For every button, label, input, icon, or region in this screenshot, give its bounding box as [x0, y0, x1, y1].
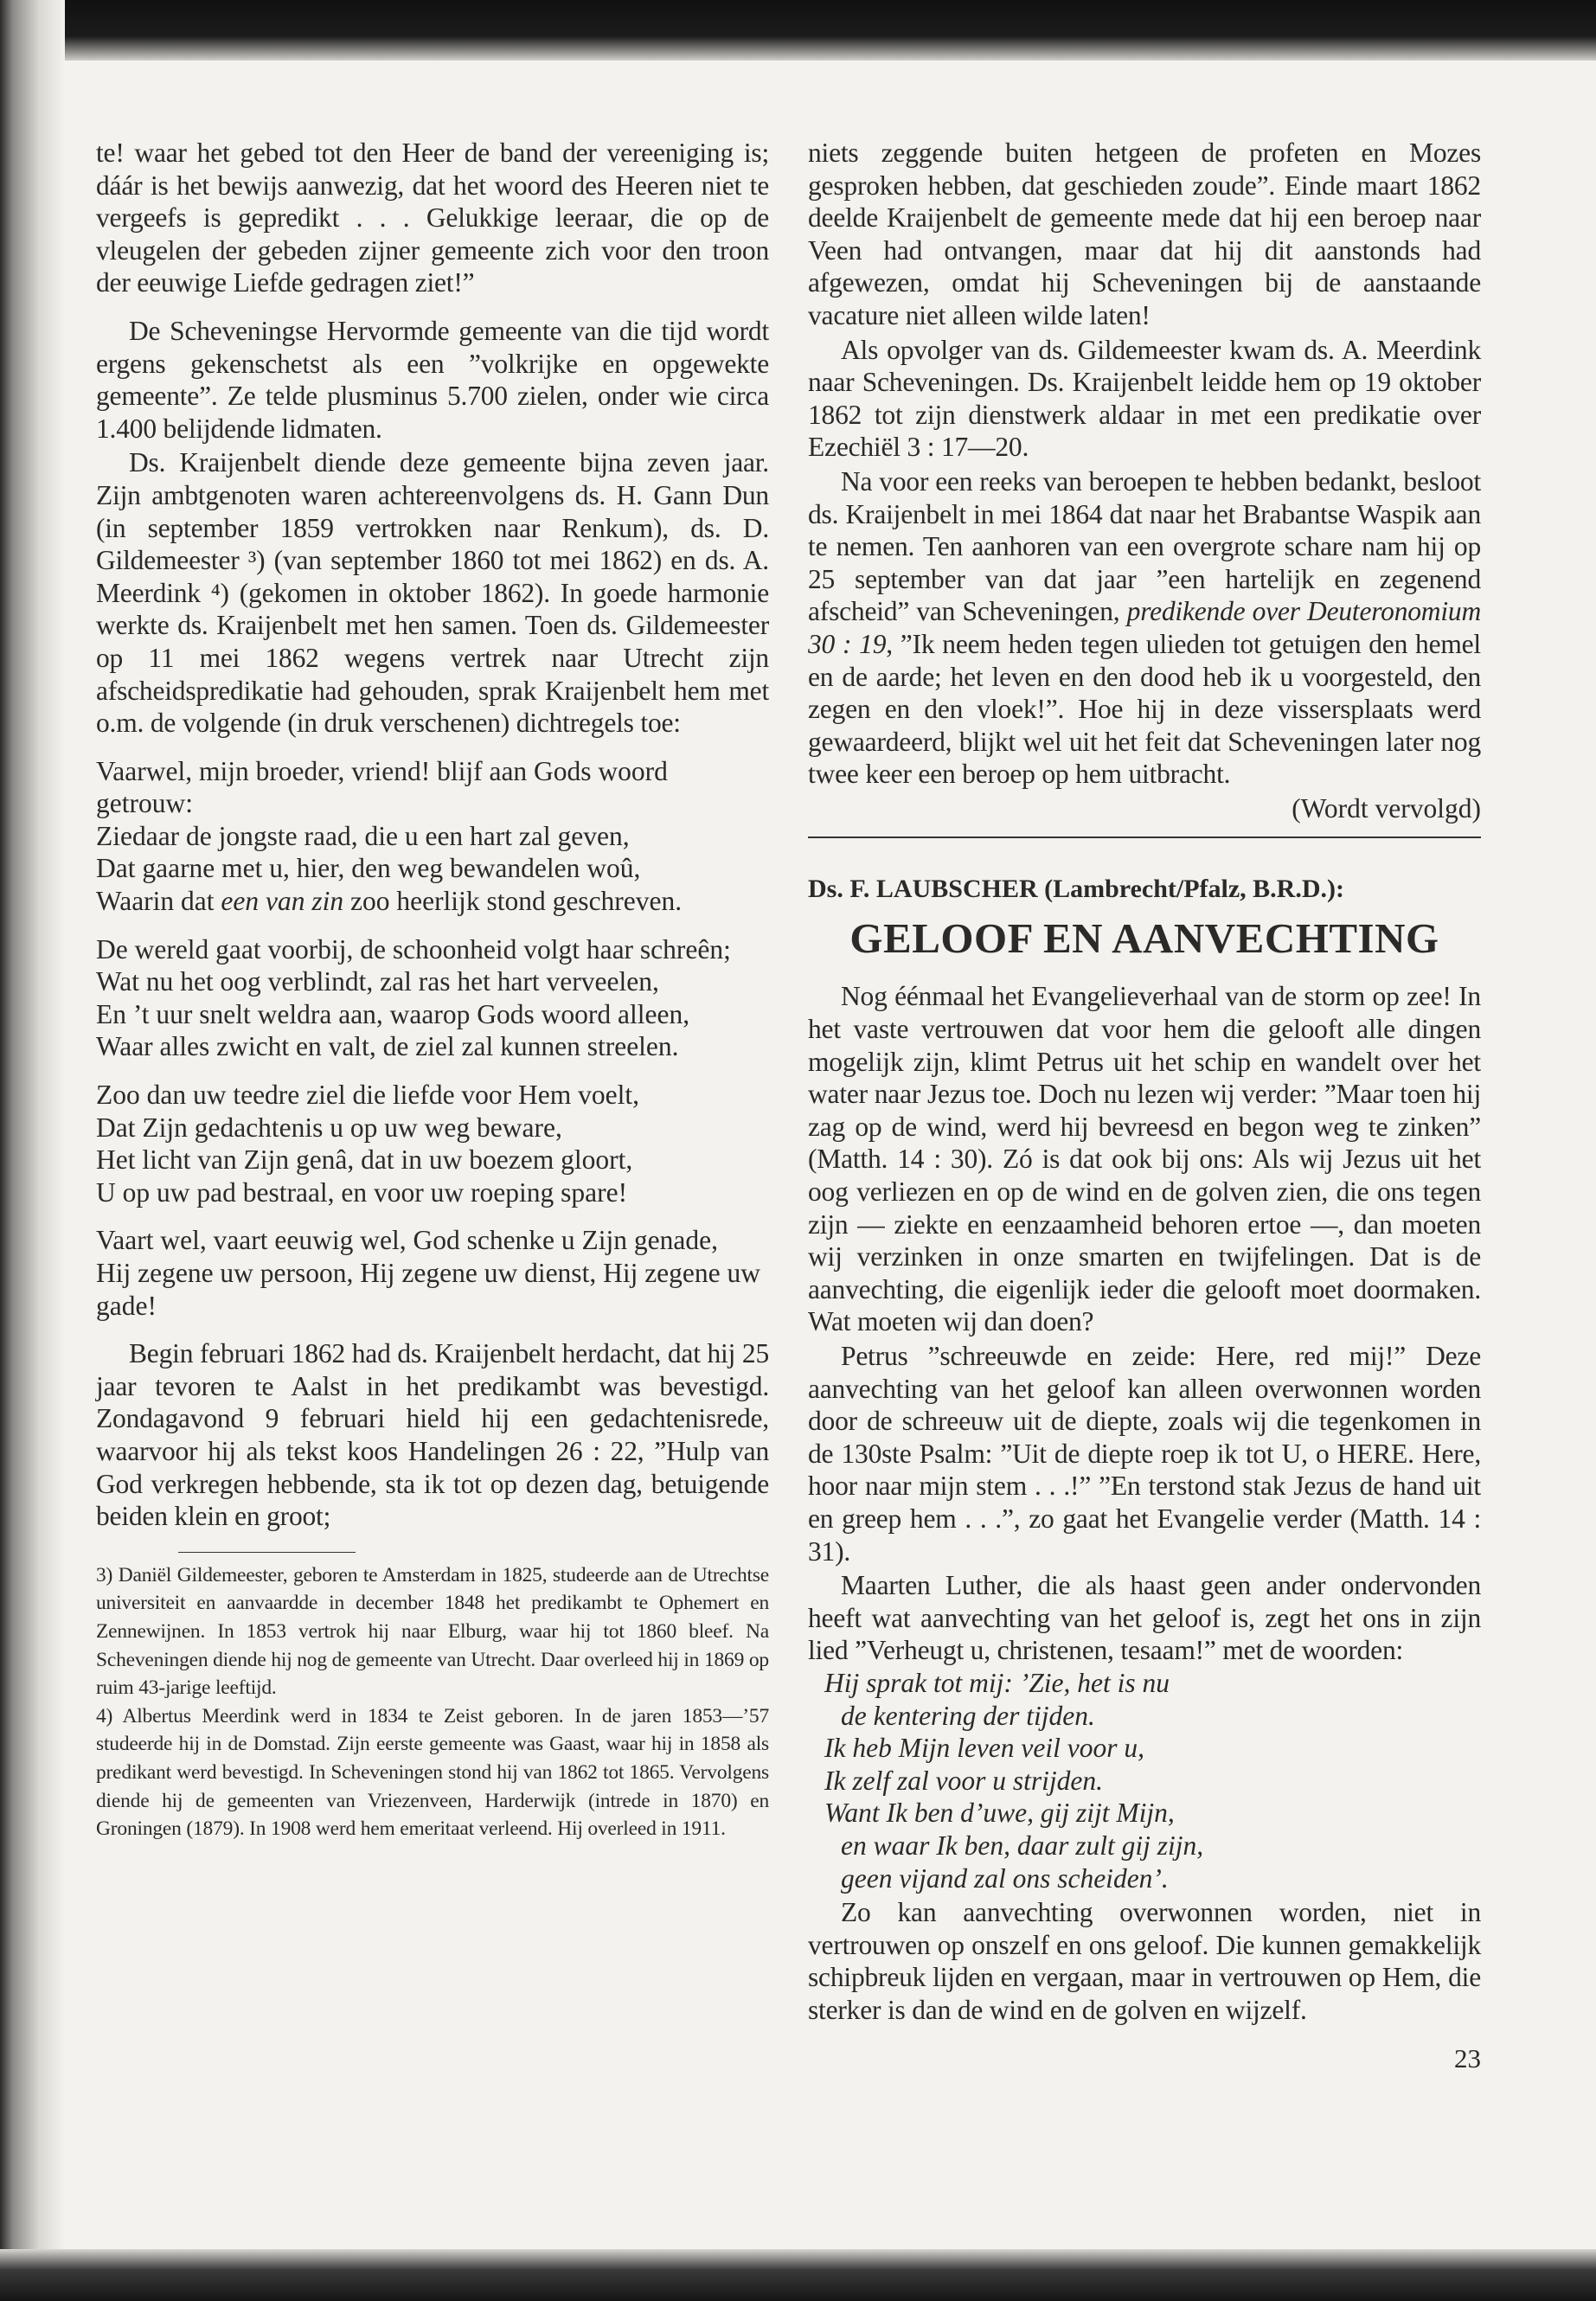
- article-divider: [808, 836, 1481, 838]
- verse-line: Ziedaar de jongste raad, die u een hart zal geven,: [96, 820, 630, 851]
- paragraph: Ds. Kraijenbelt diende deze gemeente bijna zeven jaar. Zijn ambtgenoten waren achtereenvolgens ds. H. Gann Dun (in september 1859 vertrokken naar Renkum), ds. D. Gildemeester ³) (van september 1860 tot mei 1862) en ds. A. Meerdink ⁴) (gekomen in oktober 1862). In goede harmonie werkte ds. Kraijenbelt met hen samen. Toen ds. Gildemeester op 11 mei 1862 wegens vertrek naar Utrecht zijn afscheidspredikatie had gehouden, sprak Kraijenbelt hem met o.m. de volgende (in druk verschenen) dichtregels toe:: [96, 447, 769, 739]
- poem-stanza-2: [96, 933, 769, 1063]
- page-number: 23: [1454, 2043, 1481, 2074]
- verse-line: en waar Ik ben, daar zult gij zijn,: [841, 1830, 1204, 1861]
- article-title: GELOOF EN AANVECHTING: [849, 914, 1439, 963]
- poem-stanza-3: [96, 1079, 769, 1208]
- paragraph: Zo kan aanvechting overwonnen worden, niet in vertrouwen op onszelf en ons geloof. Die kunnen gemakkelijk schipbreuk lijden en vergaan, maar in vertrouwen op Hem, die sterker is dan de wind en de golven en wijzelf.: [808, 1897, 1481, 2025]
- poem-stanza-1: [96, 755, 769, 918]
- footnotes: [96, 1561, 769, 1843]
- verse-line: Ik heb Mijn leven veil voor u,: [824, 1733, 1144, 1764]
- poem-stanza-4: [96, 1224, 769, 1322]
- verse-line: Wat nu het oog verblindt, zal ras het hart verveelen,: [96, 966, 659, 997]
- right-column: [808, 137, 1481, 2074]
- paragraph: Als opvolger van ds. Gildemeester kwam ds. A. Meerdink naar Scheveningen. Ds. Kraijenbelt leidde hem op 19 oktober 1862 tot zijn dienstwerk aldaar in met een predikatie over Ezechiël 3 : 17—20.: [808, 334, 1481, 463]
- verse-line: Zoo dan uw teedre ziel die liefde voor Hem voelt,: [96, 1080, 640, 1111]
- verse-line: Vaarwel, mijn broeder, vriend! blijf aan Gods woord getrouw:: [96, 755, 668, 819]
- verse-italic-text: een van zin: [221, 886, 344, 917]
- verse-line: Hij zegene uw persoon, Hij zegene uw dienst, Hij zegene uw gade!: [96, 1258, 760, 1321]
- footnote-divider: [178, 1552, 356, 1553]
- paragraph: [808, 465, 1481, 791]
- left-column: [96, 137, 769, 1843]
- scan-top-border: [0, 0, 1596, 61]
- paragraph: Petrus ”schreeuwde en zeide: Here, red mij!” Deze aanvechting van het geloof kan alleen overwonnen worden door de schreeuw uit de diepte, zoals wij die tegenkomen in de 130ste Psalm: ”Uit de diepte roep ik tot U, o HERE. Here, hoor naar mijn stem . . .!” ”En terstond stak Jezus de hand uit en greep hem . . .”, zo gaat het Evangelie verder (Matth. 14 : 31).: [808, 1341, 1481, 1567]
- verse-text: Waarin dat: [96, 886, 221, 917]
- verse-line: Waar alles zwicht en valt, de ziel zal kunnen streelen.: [96, 1031, 679, 1062]
- scan-bottom-border: [0, 2249, 1596, 2301]
- paragraph: Nog éénmaal het Evangelieverhaal van de storm op zee! In het vaste vertrouwen dat voor hem die gelooft alle dingen mogelijk zijn, klimt Petrus uit het schip en wandelt over het water naar Jezus toe. Doch nu lezen wij verder: ”Maar toen hij zag op de wind, werd hij bevreesd en begon weg te zinken” (Matth. 14 : 30). Zó is dat ook bij ons: Als wij Jezus uit het oog verliezen en op de wind en de golven zien, die ons tegen zijn — ziekte en eenzaamheid behoren ertoe —, dan moeten wij verzinken in onze smarten en twijfelingen. Dat is de aanvechting, die eigenlijk ieder die gelooft moet doormaken. Wat moeten wij dan doen?: [808, 981, 1481, 1337]
- verse-line: Ik zelf zal voor u strijden.: [824, 1765, 1103, 1796]
- luther-hymn-quote: [808, 1667, 1481, 1894]
- verse-line: Vaart wel, vaart eeuwig wel, God schenke u Zijn genade,: [96, 1225, 718, 1256]
- verse-line: De wereld gaat voorbij, de schoonheid volgt haar schreên;: [96, 933, 731, 965]
- paragraph: te! waar het gebed tot den Heer de band der vereeniging is; dáár is het bewijs aanwezig, dat het woord des Heeren niet te vergeefs is gepredikt . . . Gelukkige leeraar, die op de vleugelen der gebeden zijner gemeente zich voor den troon der eeuwige Liefde gedragen ziet!”: [96, 138, 769, 298]
- italic-text: predikende over Deuteronomium 30 : 19: [808, 596, 1481, 659]
- verse-line: U op uw pad bestraal, en voor uw roeping spare!: [96, 1176, 628, 1208]
- verse-line: Het licht van Zijn genâ, dat in uw boezem gloort,: [96, 1144, 633, 1176]
- verse-line: geen vijand zal ons scheiden’.: [841, 1862, 1169, 1894]
- verse-line: Dat Zijn gedachtenis u op uw weg beware,: [96, 1112, 562, 1143]
- verse-line: Hij sprak tot mij: ’Zie, het is nu: [824, 1667, 1170, 1698]
- paragraph: Maarten Luther, die als haast geen ander ondervonden heeft wat aanvechting van het geloof is, zegt het ons in zijn lied ”Verheugt u, christenen, tesaam!” met de woorden:: [808, 1570, 1481, 1666]
- footnote-3: 3) Daniël Gildemeester, geboren te Amsterdam in 1825, studeerde aan de Utrechtse universiteit en aanvaardde in december 1848 het predikambt te Ophemert en Zennewijnen. In 1853 vertrok hij naar Elburg, waar hij tot 1860 bleef. Na Scheveningen diende hij nog de gemeente van Utrecht. Daar overleed hij in 1869 op ruim 43-jarige leeftijd.: [96, 1563, 769, 1700]
- verse-line: de kentering der tijden.: [841, 1700, 1095, 1731]
- paragraph: niets zeggende buiten hetgeen de profeten en Mozes gesproken hebben, dat geschieden zoude”. Einde maart 1862 deelde Kraijenbelt de gemeente mede dat hij een beroep naar Veen had ontvangen, maar dat hij dit aanstonds had afgewezen, omdat hij Scheveningen bij de aanstaande vacature niet alleen wilde laten!: [808, 138, 1481, 330]
- verse-line: Want Ik ben d’uwe, gij zijt Mijn,: [824, 1798, 1175, 1829]
- verse-line: [96, 885, 769, 918]
- verse-line: Dat gaarne met u, hier, den weg bewandelen woû,: [96, 853, 641, 884]
- article-author: Ds. F. LAUBSCHER (Lambrecht/Pfalz, B.R.D.):: [808, 875, 1344, 904]
- to-be-continued: (Wordt vervolgd): [1292, 792, 1481, 824]
- paragraph: De Scheveningse Hervormde gemeente van die tijd wordt ergens gekenschetst als een ”volkrijke en opgewekte gemeente”. Ze telde plusminus 5.700 zielen, onder wie circa 1.400 belijdende lidmaten.: [96, 315, 769, 444]
- verse-line: En ’t uur snelt weldra aan, waarop Gods woord alleen,: [96, 998, 690, 1029]
- paragraph: Begin februari 1862 had ds. Kraijenbelt herdacht, dat hij 25 jaar tevoren te Aalst in het predikambt was bevestigd. Zondagavond 9 februari hield hij een gedachtenisrede, waarvoor hij als tekst koos Handelingen 26 : 22, ”Hulp van God verkregen hebbende, sta ik tot op dezen dag, betuigende beiden klein en groot;: [96, 1338, 769, 1532]
- verse-text: zoo heerlijk stond geschreven.: [343, 886, 683, 917]
- text: , ”Ik neem heden tegen ulieden tot getuigen den hemel en de aarde; het leven en den dood heb ik u voorgesteld, den zegen en den vloek!”. Hoe hij in deze vissersplaats werd gewaardeerd, blijkt wel uit het feit dat Scheveningen later nog twee keer een beroep op hem uitbracht.: [808, 628, 1481, 790]
- footnote-4: 4) Albertus Meerdink werd in 1834 te Zeist geboren. In de jaren 1853—’57 studeerde hij in de Domstad. Zijn eerste gemeente was Gaast, waar hij in 1858 als predikant werd bevestigd. In Scheveningen stond hij van 1862 tot 1865. Vervolgens diende hij de gemeenten van Vriezenveen, Harderwijk (intrede in 1870) en Groningen (1879). In 1908 werd hem emeritaat verleend. Hij overleed in 1911.: [96, 1704, 769, 1841]
- scan-left-shadow: [0, 0, 65, 2301]
- text: Na voor een reeks van beroepen te hebben bedankt, besloot ds. Kraijenbelt in mei 1864 dat naar het Brabantse Waspik aan te nemen. Ten aanhoren van een overgrote schare nam hij op 25 september van dat jaar ”een hartelijk en zegenend afscheid” van Scheveningen,: [808, 465, 1481, 627]
